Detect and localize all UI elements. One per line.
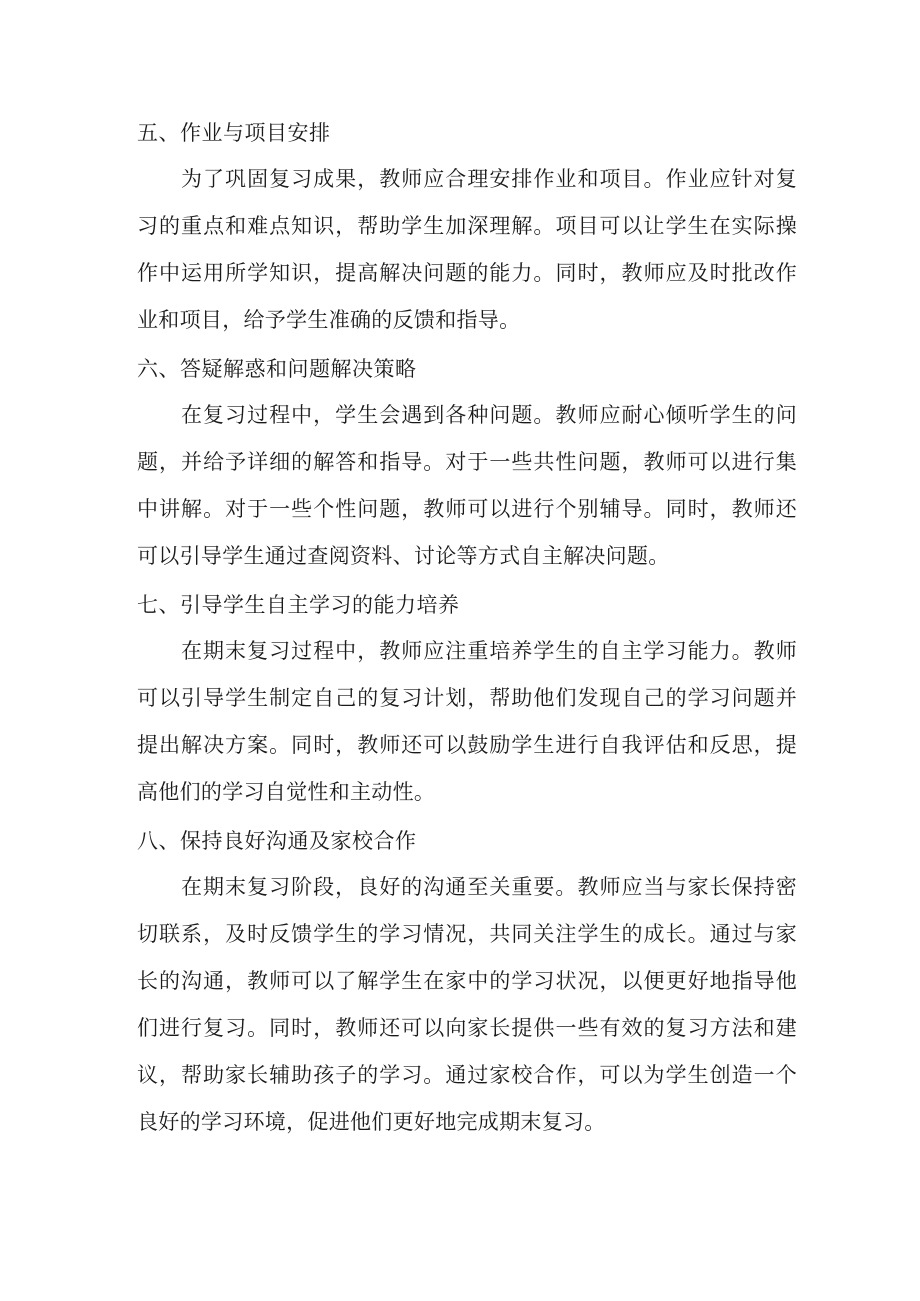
section-self-learning [137, 582, 797, 816]
section-paragraph: 在复习过程中，学生会遇到各种问题。教师应耐心倾听学生的问题，并给予详细的解答和指导。对于一些共性问题，教师可以进行集中讲解。对于一些个性问题，教师可以进行个别辅导。同时，教师还可以引导学生通过查阅资料、讨论等方式自主解决问题。 [137, 403, 797, 568]
section-paragraph: 为了巩固复习成果，教师应合理安排作业和项目。作业应针对复习的重点和难点知识，帮助学生加深理解。项目可以让学生在实际操作中运用所学知识，提高解决问题的能力。同时，教师应及时批改作业和项目，给予学生准确的反馈和指导。 [137, 167, 797, 332]
section-heading: 五、作业与项目安排 [137, 121, 331, 145]
section-paragraph: 在期末复习过程中，教师应注重培养学生的自主学习能力。教师可以引导学生制定自己的复习计划，帮助他们发现自己的学习问题并提出解决方案。同时，教师还可以鼓励学生进行自我评估和反思，提高他们的学习自觉性和主动性。 [137, 639, 797, 804]
section-paragraph: 在期末复习阶段，良好的沟通至关重要。教师应当与家长保持密切联系，及时反馈学生的学习情况，共同关注学生的成长。通过与家长的沟通，教师可以了解学生在家中的学习状况，以便更好地指导他们进行复习。同时，教师还可以向家长提供一些有效的复习方法和建议，帮助家长辅助孩子的学习。通过家校合作，可以为学生创造一个良好的学习环境，促进他们更好地完成期末复习。 [137, 875, 797, 1134]
section-heading: 七、引导学生自主学习的能力培养 [137, 593, 460, 617]
section-qa-strategies [137, 346, 797, 580]
section-homework-projects [137, 110, 797, 344]
section-home-school [137, 818, 797, 1146]
document-body [137, 110, 797, 1148]
section-heading: 八、保持良好沟通及家校合作 [137, 829, 417, 853]
section-heading: 六、答疑解惑和问题解决策略 [137, 357, 417, 381]
